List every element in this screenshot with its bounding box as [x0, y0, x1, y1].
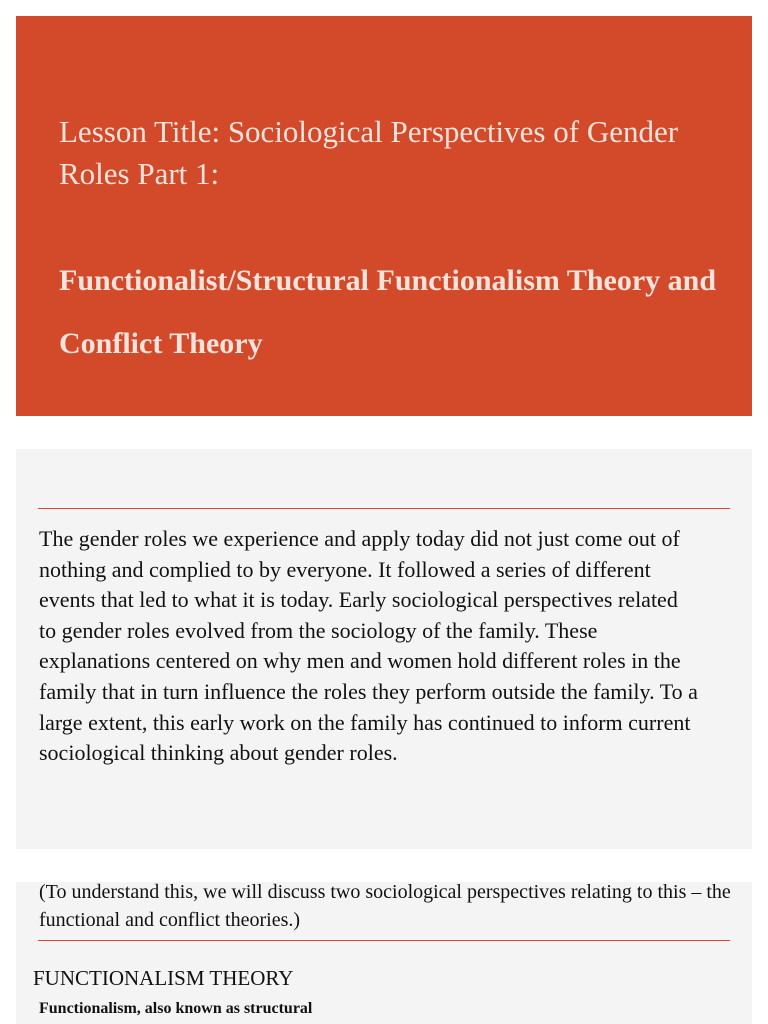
note-paragraph: (To understand this, we will discuss two sociological perspectives relating to this – the functional and conflict theories.)	[39, 881, 731, 931]
lesson-subtitle: Functionalist/Structural Functionalism Theory and Conflict Theory	[59, 264, 717, 360]
intro-paragraph: The gender roles we experience and apply today did not just come out of nothing and complied to by everyone. It followed a series of different events that led to what it is today. Early sociological perspectives related to gender roles evolved from the sociology of the family. These explanations centered on why men and women hold different roles in the family that in turn influence the roles they perform outside the family. To a large extent, this early work on the family has continued to inform current sociological thinking about gender roles.	[39, 526, 698, 766]
lesson-title: Lesson Title: Sociological Perspectives of Gender Roles Part 1:	[59, 114, 679, 191]
section-heading: FUNCTIONALISM THEORY	[33, 966, 294, 990]
intro-panel	[16, 449, 752, 849]
title-banner	[16, 16, 752, 416]
accent-divider	[38, 508, 730, 509]
section-lead-text: Functionalism, also known as structural	[39, 1000, 313, 1017]
accent-divider	[38, 940, 730, 941]
theory-panel	[16, 882, 752, 1024]
